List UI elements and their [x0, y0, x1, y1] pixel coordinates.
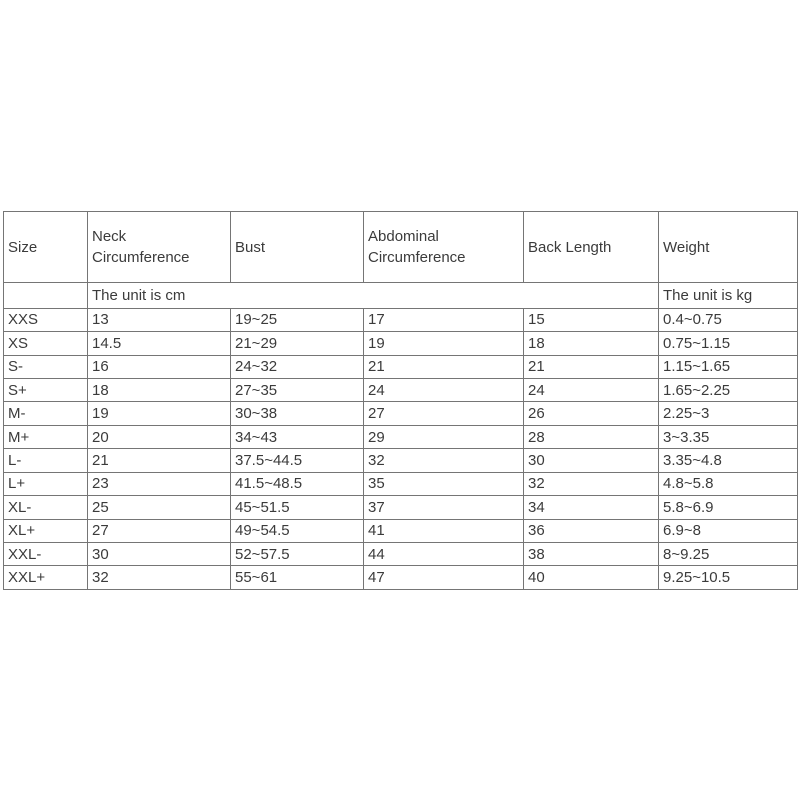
table-row-l-plus — [4, 472, 798, 495]
cell-weight: 6.9~8 — [659, 519, 798, 542]
unit-row-empty-cell — [4, 283, 88, 308]
cell-abdominal: 32 — [364, 449, 524, 472]
cell-bust: 37.5~44.5 — [231, 449, 364, 472]
cell-size: XL+ — [4, 519, 88, 542]
cell-size: XXL+ — [4, 566, 88, 590]
cell-neck: 20 — [88, 425, 231, 448]
cell-size: S- — [4, 355, 88, 378]
cell-back-length: 26 — [524, 402, 659, 425]
table-row-l-minus — [4, 449, 798, 472]
cell-weight: 9.25~10.5 — [659, 566, 798, 590]
table-row-xxl-minus — [4, 543, 798, 566]
cell-size: M+ — [4, 425, 88, 448]
cell-abdominal: 44 — [364, 543, 524, 566]
cell-neck: 14.5 — [88, 332, 231, 355]
cell-weight: 3~3.35 — [659, 425, 798, 448]
cell-back-length: 34 — [524, 496, 659, 519]
table-row-xl-minus — [4, 496, 798, 519]
table-row-xl-plus — [4, 519, 798, 542]
cell-back-length: 15 — [524, 308, 659, 331]
cell-neck: 16 — [88, 355, 231, 378]
unit-cm-note: The unit is cm — [88, 283, 659, 308]
cell-neck: 23 — [88, 472, 231, 495]
cell-size: S+ — [4, 379, 88, 402]
cell-bust: 55~61 — [231, 566, 364, 590]
cell-abdominal: 24 — [364, 379, 524, 402]
cell-bust: 24~32 — [231, 355, 364, 378]
table-row-m-minus — [4, 402, 798, 425]
cell-weight: 0.75~1.15 — [659, 332, 798, 355]
column-header-back-length: Back Length — [524, 212, 659, 283]
cell-abdominal: 19 — [364, 332, 524, 355]
cell-weight: 3.35~4.8 — [659, 449, 798, 472]
table-row-xs — [4, 332, 798, 355]
cell-size: M- — [4, 402, 88, 425]
cell-abdominal: 41 — [364, 519, 524, 542]
cell-bust: 45~51.5 — [231, 496, 364, 519]
cell-back-length: 21 — [524, 355, 659, 378]
cell-weight: 1.15~1.65 — [659, 355, 798, 378]
cell-weight: 1.65~2.25 — [659, 379, 798, 402]
cell-abdominal: 35 — [364, 472, 524, 495]
cell-size: L+ — [4, 472, 88, 495]
cell-abdominal: 47 — [364, 566, 524, 590]
size-chart-table — [3, 211, 798, 590]
cell-back-length: 24 — [524, 379, 659, 402]
cell-neck: 32 — [88, 566, 231, 590]
cell-size: L- — [4, 449, 88, 472]
cell-bust: 52~57.5 — [231, 543, 364, 566]
cell-back-length: 18 — [524, 332, 659, 355]
cell-abdominal: 17 — [364, 308, 524, 331]
cell-back-length: 28 — [524, 425, 659, 448]
cell-size: XXS — [4, 308, 88, 331]
cell-back-length: 32 — [524, 472, 659, 495]
cell-size: XS — [4, 332, 88, 355]
cell-back-length: 40 — [524, 566, 659, 590]
cell-back-length: 30 — [524, 449, 659, 472]
unit-kg-note: The unit is kg — [659, 283, 798, 308]
table-header-row — [4, 212, 798, 283]
cell-bust: 34~43 — [231, 425, 364, 448]
cell-weight: 4.8~5.8 — [659, 472, 798, 495]
cell-bust: 49~54.5 — [231, 519, 364, 542]
table-row-xxl-plus — [4, 566, 798, 590]
table-row-s-minus — [4, 355, 798, 378]
cell-weight: 8~9.25 — [659, 543, 798, 566]
cell-neck: 18 — [88, 379, 231, 402]
table-row-xxs — [4, 308, 798, 331]
table-row-m-plus — [4, 425, 798, 448]
cell-neck: 19 — [88, 402, 231, 425]
cell-abdominal: 27 — [364, 402, 524, 425]
cell-abdominal: 21 — [364, 355, 524, 378]
column-header-bust: Bust — [231, 212, 364, 283]
cell-neck: 30 — [88, 543, 231, 566]
cell-neck: 25 — [88, 496, 231, 519]
cell-back-length: 38 — [524, 543, 659, 566]
unit-row — [4, 283, 798, 308]
column-header-weight: Weight — [659, 212, 798, 283]
cell-neck: 13 — [88, 308, 231, 331]
cell-abdominal: 29 — [364, 425, 524, 448]
cell-size: XL- — [4, 496, 88, 519]
cell-size: XXL- — [4, 543, 88, 566]
column-header-neck-circumference: Neck Circumference — [88, 212, 231, 283]
cell-bust: 30~38 — [231, 402, 364, 425]
cell-back-length: 36 — [524, 519, 659, 542]
cell-abdominal: 37 — [364, 496, 524, 519]
column-header-abdominal-circumference: Abdominal Circumference — [364, 212, 524, 283]
cell-bust: 41.5~48.5 — [231, 472, 364, 495]
cell-weight: 0.4~0.75 — [659, 308, 798, 331]
column-header-size: Size — [4, 212, 88, 283]
cell-neck: 21 — [88, 449, 231, 472]
cell-weight: 2.25~3 — [659, 402, 798, 425]
cell-bust: 21~29 — [231, 332, 364, 355]
cell-neck: 27 — [88, 519, 231, 542]
cell-weight: 5.8~6.9 — [659, 496, 798, 519]
cell-bust: 27~35 — [231, 379, 364, 402]
cell-bust: 19~25 — [231, 308, 364, 331]
table-row-s-plus — [4, 379, 798, 402]
